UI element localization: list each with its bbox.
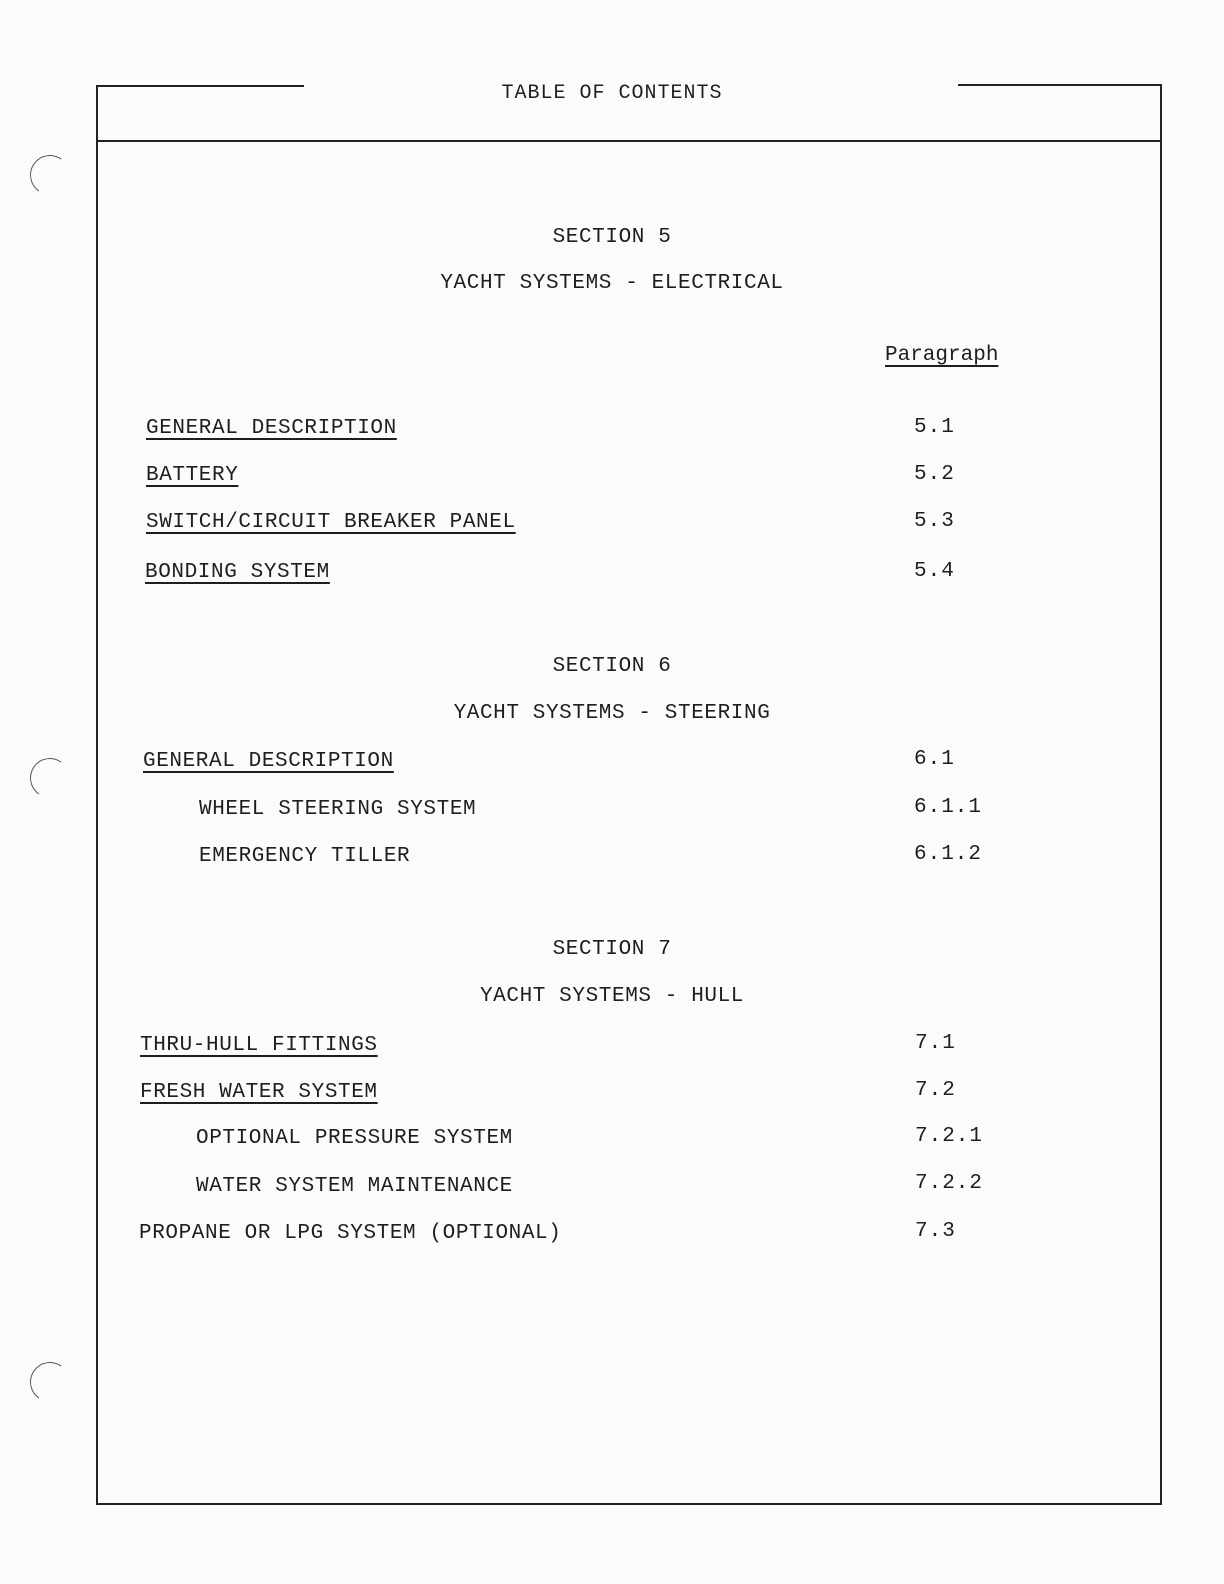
toc-entry-title[interactable]: PROPANE OR LPG SYSTEM (OPTIONAL) bbox=[139, 1222, 562, 1245]
toc-entry-title[interactable]: EMERGENCY TILLER bbox=[199, 845, 411, 868]
section-7-label: SECTION 7 bbox=[552, 938, 672, 961]
header-divider bbox=[96, 140, 1162, 142]
toc-entry-paragraph: 7.1 bbox=[915, 1032, 956, 1055]
section-7-title: YACHT SYSTEMS - HULL bbox=[479, 985, 745, 1008]
section-6-title: YACHT SYSTEMS - STEERING bbox=[453, 702, 771, 725]
toc-entry-paragraph: 7.3 bbox=[915, 1220, 956, 1243]
toc-entry-paragraph: 5.4 bbox=[914, 560, 955, 583]
toc-entry-paragraph: 7.2.1 bbox=[915, 1125, 984, 1148]
toc-entry-paragraph: 5.1 bbox=[914, 416, 955, 439]
toc-entry-title[interactable]: FRESH WATER SYSTEM bbox=[140, 1081, 378, 1104]
toc-entry-title[interactable]: THRU-HULL FITTINGS bbox=[140, 1034, 378, 1057]
section-5-label: SECTION 5 bbox=[552, 226, 672, 249]
toc-entry-title[interactable]: BONDING SYSTEM bbox=[145, 561, 330, 584]
toc-entry-title[interactable]: OPTIONAL PRESSURE SYSTEM bbox=[196, 1127, 513, 1150]
page-border bbox=[96, 85, 1162, 1505]
toc-entry-title[interactable]: GENERAL DESCRIPTION bbox=[146, 417, 397, 440]
toc-entry-title[interactable]: BATTERY bbox=[146, 464, 239, 487]
toc-entry-paragraph: 6.1.1 bbox=[914, 796, 983, 819]
section-6-label: SECTION 6 bbox=[552, 655, 672, 678]
toc-entry-paragraph: 7.2.2 bbox=[915, 1172, 984, 1195]
section-5-title: YACHT SYSTEMS - ELECTRICAL bbox=[440, 272, 784, 295]
toc-entry-paragraph: 6.1.2 bbox=[914, 843, 983, 866]
punch-hole-top bbox=[27, 152, 73, 198]
toc-entry-paragraph: 5.3 bbox=[914, 510, 955, 533]
toc-entry-title[interactable]: WATER SYSTEM MAINTENANCE bbox=[196, 1175, 513, 1198]
toc-entry-paragraph: 6.1 bbox=[914, 748, 955, 771]
toc-entry-title[interactable]: WHEEL STEERING SYSTEM bbox=[199, 798, 477, 821]
punch-hole-middle bbox=[27, 755, 73, 801]
toc-entry-paragraph: 5.2 bbox=[914, 463, 955, 486]
toc-entry-title[interactable]: GENERAL DESCRIPTION bbox=[143, 750, 394, 773]
punch-hole-bottom bbox=[27, 1359, 73, 1405]
page-title: TABLE OF CONTENTS bbox=[501, 82, 723, 105]
paragraph-column-heading: Paragraph bbox=[885, 344, 999, 367]
toc-entry-title[interactable]: SWITCH/CIRCUIT BREAKER PANEL bbox=[146, 511, 516, 534]
toc-entry-paragraph: 7.2 bbox=[915, 1079, 956, 1102]
